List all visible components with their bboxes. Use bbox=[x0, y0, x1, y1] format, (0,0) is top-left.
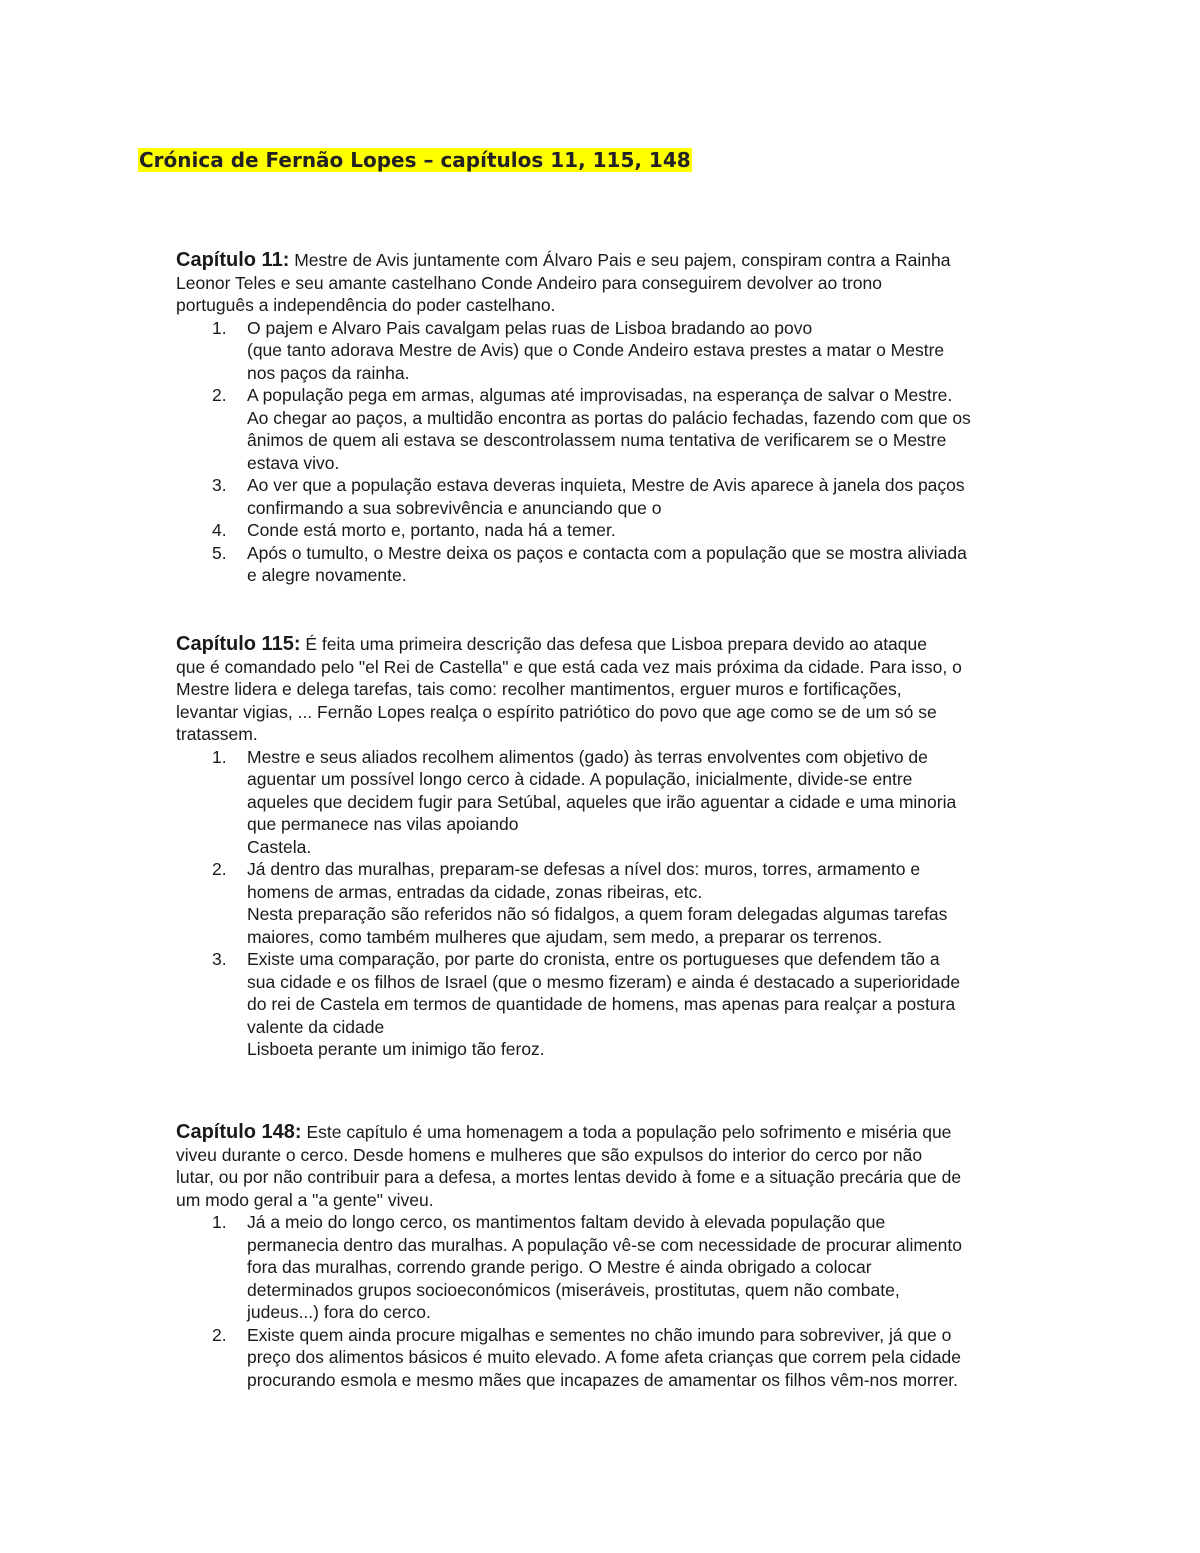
list-item-line: Ao ver que a população estava deveras inquieta, Mestre de Avis aparece à janela dos paços bbox=[247, 475, 965, 495]
list-item-line: Conde está morto e, portanto, nada há a temer. bbox=[247, 520, 616, 540]
section-chapter-115 bbox=[176, 633, 1062, 1061]
list-item bbox=[176, 1211, 1062, 1324]
numbered-list bbox=[176, 317, 1062, 587]
list-item-line: fora das muralhas, correndo grande perigo. O Mestre é ainda obrigado a colocar bbox=[247, 1257, 872, 1277]
list-item-line: A população pega em armas, algumas até improvisadas, na esperança de salvar o Mestre. bbox=[247, 385, 953, 405]
list-item-line: e alegre novamente. bbox=[247, 565, 407, 585]
list-item bbox=[176, 384, 1062, 474]
intro-line: português a independência do poder castelhano. bbox=[176, 295, 556, 315]
list-item-line: Após o tumulto, o Mestre deixa os paços e contacta com a população que se mostra aliviada bbox=[247, 542, 967, 563]
list-item bbox=[176, 746, 1062, 859]
section-chapter-148 bbox=[176, 1121, 1062, 1391]
list-item-line: valente da cidade bbox=[247, 1016, 385, 1037]
intro-line: lutar, ou por não contribuir para a defesa, a mortes lentas devido à fome e a situação precária que de bbox=[176, 1167, 962, 1187]
list-item-line: Ao chegar ao paços, a multidão encontra as portas do palácio fechadas, fazendo com que os bbox=[247, 407, 971, 428]
intro-line: levantar vigias, ... Fernão Lopes realça o espírito patriótico do povo que age como se de um só se bbox=[176, 701, 937, 722]
list-number: 1. bbox=[212, 1212, 227, 1232]
list-item-line: Já dentro das muralhas, preparam-se defesas a nível dos: muros, torres, armamento e bbox=[247, 859, 921, 879]
list-number: 3. bbox=[212, 475, 227, 495]
list-item-line: confirmando a sua sobrevivência e anunciando que o bbox=[247, 497, 662, 518]
list-item bbox=[176, 519, 1062, 542]
list-item-line: Existe uma comparação, por parte do cronista, entre os portugueses que defendem tão a bbox=[247, 949, 940, 969]
list-number: 3. bbox=[212, 949, 227, 969]
list-number: 1. bbox=[212, 746, 227, 767]
numbered-list bbox=[176, 1211, 1062, 1391]
list-item-line: preço dos alimentos básicos é muito elevado. A fome afeta crianças que correm pela cidade bbox=[247, 1347, 962, 1367]
section-heading: Capítulo 115: bbox=[176, 633, 301, 655]
section-intro bbox=[176, 1121, 1062, 1211]
list-item-line: Lisboeta perante um inimigo tão feroz. bbox=[247, 1039, 545, 1059]
list-item bbox=[176, 317, 1062, 385]
list-item-line: estava vivo. bbox=[247, 452, 340, 473]
list-item bbox=[176, 474, 1062, 519]
intro-line: Este capítulo é uma homenagem a toda a população pelo sofrimento e miséria que bbox=[301, 1122, 952, 1142]
list-item bbox=[176, 948, 1062, 1061]
list-item-line: Existe quem ainda procure migalhas e sementes no chão imundo para sobreviver, já que o bbox=[247, 1324, 952, 1345]
intro-line: É feita uma primeira descrição das defesa que Lisboa prepara devido ao ataque bbox=[300, 634, 927, 654]
list-item-line: maiores, como também mulheres que ajudam, sem medo, a preparar os terrenos. bbox=[247, 926, 883, 947]
list-item-line: aqueles que decidem fugir para Setúbal, aqueles que irão aguentar a cidade e uma minoria bbox=[247, 791, 957, 812]
list-item-line: O pajem e Alvaro Pais cavalgam pelas ruas de Lisboa bradando ao povo bbox=[247, 317, 813, 338]
list-number: 5. bbox=[212, 542, 227, 563]
intro-line: um modo geral a "a gente" viveu. bbox=[176, 1189, 434, 1210]
list-item bbox=[176, 858, 1062, 948]
list-item-line: procurando esmola e mesmo mães que incapazes de amamentar os filhos vêm-nos morrer. bbox=[247, 1369, 959, 1390]
intro-line: viveu durante o cerco. Desde homens e mulheres que são expulsos do interior do cerco por não bbox=[176, 1144, 923, 1165]
intro-line: Leonor Teles e seu amante castelhano Conde Andeiro para conseguirem devolver ao trono bbox=[176, 272, 882, 293]
list-item-line: nos paços da rainha. bbox=[247, 362, 410, 383]
list-item-line: sua cidade e os filhos de Israel (que o mesmo fizeram) e ainda é destacado a superioridade bbox=[247, 971, 961, 992]
list-item-line: ânimos de quem ali estava se descontrolassem numa tentativa de verificarem se o Mestre bbox=[247, 430, 947, 450]
list-item-line: determinados grupos socioeconómicos (miseráveis, prostitutas, quem não combate, bbox=[247, 1279, 900, 1300]
intro-line: Mestre lidera e delega tarefas, tais como: recolher mantimentos, erguer muros e fortificações, bbox=[176, 679, 902, 699]
section-heading: Capítulo 148: bbox=[176, 1121, 302, 1143]
section-chapter-11 bbox=[176, 249, 1062, 587]
document-title bbox=[138, 146, 692, 174]
list-item-line: judeus...) fora do cerco. bbox=[247, 1302, 431, 1322]
list-item-line: que permanece nas vilas apoiando bbox=[247, 814, 519, 834]
list-number: 4. bbox=[212, 520, 227, 540]
list-item bbox=[176, 542, 1062, 587]
list-item-line: aguentar um possível longo cerco à cidade. A população, inicialmente, divide-se entre bbox=[247, 769, 913, 789]
list-item-line: homens de armas, entradas da cidade, zonas ribeiras, etc. bbox=[247, 881, 703, 902]
section-intro bbox=[176, 633, 1062, 746]
list-item-line: do rei de Castela em termos de quantidade de homens, mas apenas para realçar a postura bbox=[247, 994, 956, 1014]
list-item-line: Já a meio do longo cerco, os mantimentos faltam devido à elevada população que bbox=[247, 1212, 886, 1232]
highlighted-title-text: Crónica de Fernão Lopes – capítulos 11, 115, 148 bbox=[139, 148, 691, 172]
list-number: 2. bbox=[212, 859, 227, 879]
list-number: 2. bbox=[212, 385, 227, 405]
list-item-line: Castela. bbox=[247, 836, 312, 857]
list-item-line: Mestre e seus aliados recolhem alimentos (gado) às terras envolventes com objetivo de bbox=[247, 746, 928, 767]
intro-line: Mestre de Avis juntamente com Álvaro Pais e seu pajem, conspiram contra a Rainha bbox=[289, 250, 951, 270]
list-item bbox=[176, 1324, 1062, 1392]
list-item-line: (que tanto adorava Mestre de Avis) que o Conde Andeiro estava prestes a matar o Mestre bbox=[247, 340, 945, 360]
numbered-list bbox=[176, 746, 1062, 1061]
list-number: 1. bbox=[212, 317, 227, 338]
list-number: 2. bbox=[212, 1324, 227, 1345]
section-intro bbox=[176, 249, 1062, 317]
list-item-line: permanecia dentro das muralhas. A população vê-se com necessidade de procurar alimento bbox=[247, 1234, 962, 1255]
intro-line: tratassem. bbox=[176, 724, 258, 744]
intro-line: que é comandado pelo "el Rei de Castella" e que está cada vez mais próxima da cidade. Para isso, o bbox=[176, 656, 962, 677]
section-heading: Capítulo 11: bbox=[176, 249, 290, 271]
list-item-line: Nesta preparação são referidos não só fidalgos, a quem foram delegadas algumas tarefas bbox=[247, 904, 948, 924]
